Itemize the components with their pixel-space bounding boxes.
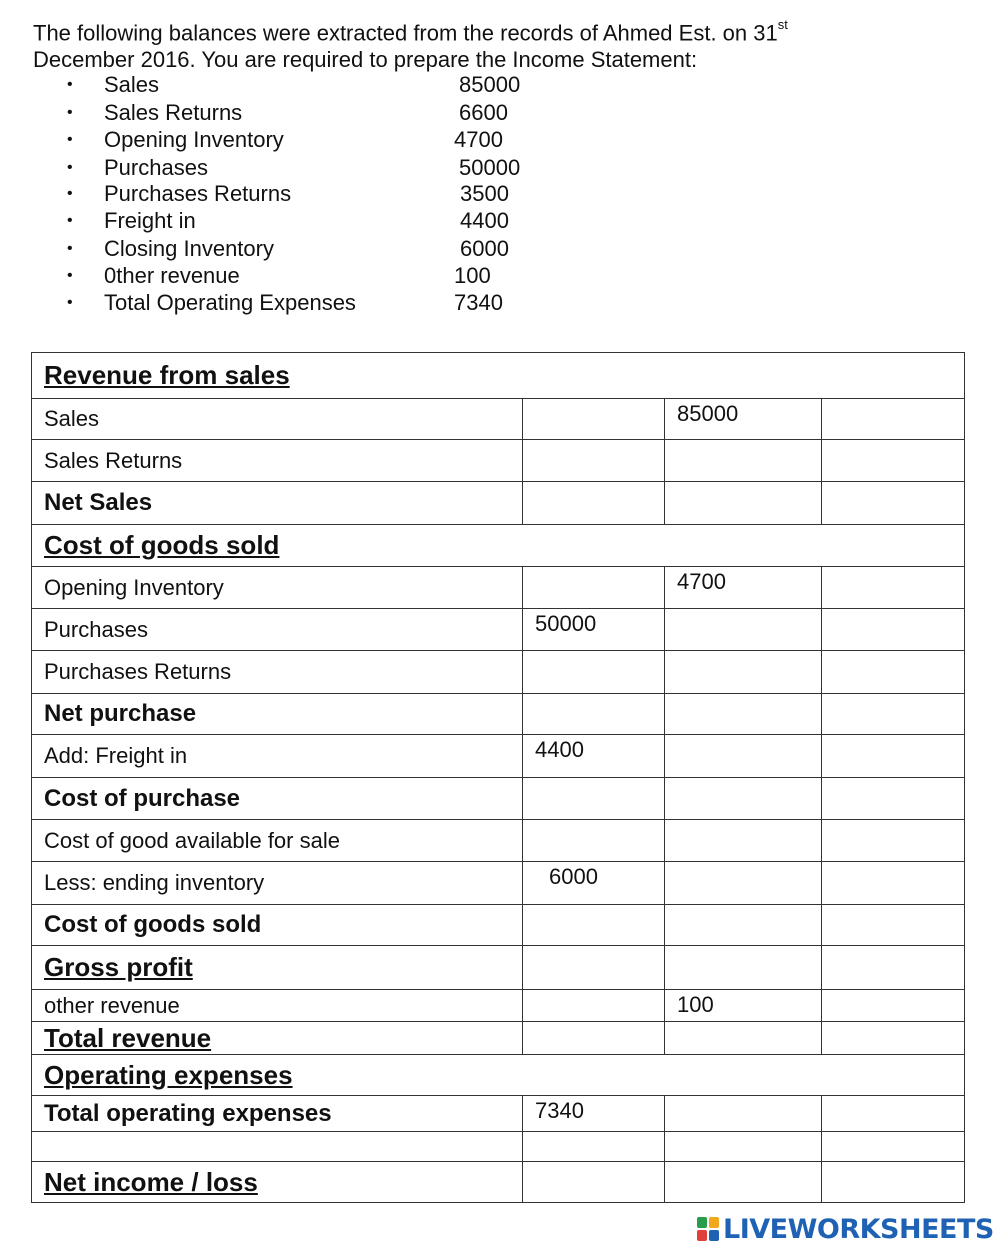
answer-cell[interactable]	[822, 694, 965, 735]
balance-value: 3500	[460, 181, 509, 206]
table-row	[32, 353, 965, 399]
answer-cell[interactable]	[523, 440, 665, 482]
row-label: Total operating expenses	[32, 1096, 523, 1132]
value-cell: 4700	[665, 567, 822, 609]
table-row	[32, 735, 965, 778]
answer-cell[interactable]	[665, 651, 822, 694]
table-row	[32, 1055, 965, 1096]
value-cell: 7340	[523, 1096, 665, 1132]
answer-cell[interactable]	[523, 778, 665, 820]
answer-cell[interactable]	[822, 1132, 965, 1162]
brand-name: LIVEWORKSHEETS	[723, 1213, 994, 1245]
balance-value: 50000	[459, 155, 521, 180]
answer-cell[interactable]	[822, 567, 965, 609]
row-label: Total revenue	[32, 1022, 523, 1055]
row-label: Gross profit	[32, 946, 523, 990]
liveworksheets-icon	[697, 1217, 719, 1241]
answer-cell[interactable]	[523, 399, 665, 440]
answer-cell[interactable]	[822, 1022, 965, 1055]
answer-cell[interactable]	[665, 862, 822, 905]
table-row	[32, 440, 965, 482]
revenue-from-sales-heading: Revenue from sales	[32, 353, 965, 399]
answer-cell[interactable]	[523, 1132, 665, 1162]
answer-cell[interactable]	[665, 482, 822, 525]
bullet: •	[67, 212, 73, 229]
value-cell: 85000	[665, 399, 822, 440]
table-row	[32, 946, 965, 990]
operating-expenses-heading: Operating expenses	[32, 1055, 965, 1096]
answer-cell[interactable]	[822, 651, 965, 694]
answer-cell[interactable]	[665, 735, 822, 778]
answer-cell[interactable]	[523, 946, 665, 990]
answer-cell[interactable]	[665, 820, 822, 862]
row-label: Less: ending inventory	[32, 862, 523, 905]
table-row	[32, 1022, 965, 1055]
instructions-line-2: December 2016. You are required to prepare the Income Statement:	[33, 47, 698, 73]
value-cell: 100	[665, 990, 822, 1022]
answer-cell[interactable]	[822, 820, 965, 862]
bullet: •	[67, 267, 73, 284]
answer-cell[interactable]	[523, 651, 665, 694]
answer-cell[interactable]	[32, 1132, 523, 1162]
answer-cell[interactable]	[523, 1162, 665, 1203]
answer-cell[interactable]	[665, 609, 822, 651]
balance-value: 7340	[454, 290, 503, 315]
balance-value: 85000	[459, 72, 521, 97]
bullet: •	[67, 185, 73, 202]
balance-value: 6000	[460, 236, 509, 261]
liveworksheets-logo	[697, 1214, 994, 1244]
bullet: •	[67, 294, 73, 311]
balance-value: 6600	[459, 100, 508, 125]
bullet: •	[67, 76, 73, 93]
table-row	[32, 1096, 965, 1132]
instructions-line-1: The following balances were extracted from the records of Ahmed Est. on 31	[33, 20, 778, 46]
answer-cell[interactable]	[665, 1022, 822, 1055]
answer-cell[interactable]	[665, 1162, 822, 1203]
ordinal-suffix: st	[777, 17, 788, 32]
answer-cell[interactable]	[822, 735, 965, 778]
answer-cell[interactable]	[822, 440, 965, 482]
bullet: •	[67, 240, 73, 257]
answer-cell[interactable]	[523, 482, 665, 525]
bullet: •	[67, 131, 73, 148]
balance-label: Purchases Returns	[104, 181, 292, 206]
balance-label: Total Operating Expenses	[104, 290, 356, 315]
balance-label: 0ther revenue	[104, 263, 240, 288]
answer-cell[interactable]	[665, 778, 822, 820]
table-row	[32, 651, 965, 694]
row-label: Purchases Returns	[32, 651, 523, 694]
balance-label: Purchases	[104, 155, 208, 180]
answer-cell[interactable]	[822, 1096, 965, 1132]
bullet: •	[67, 159, 73, 176]
answer-cell[interactable]	[523, 905, 665, 946]
answer-cell[interactable]	[665, 1132, 822, 1162]
balance-value: 4400	[460, 208, 509, 233]
table-row	[32, 1162, 965, 1203]
row-label: Cost of goods sold	[32, 905, 523, 946]
table-row	[32, 482, 965, 525]
table-row	[32, 399, 965, 440]
answer-cell[interactable]	[822, 399, 965, 440]
value-cell: 6000	[523, 862, 665, 905]
answer-cell[interactable]	[665, 946, 822, 990]
row-label: other revenue	[32, 990, 523, 1022]
row-label: Opening Inventory	[32, 567, 523, 609]
row-label: Purchases	[32, 609, 523, 651]
table-row	[32, 862, 965, 905]
balance-label: Closing Inventory	[104, 236, 274, 261]
row-label: Sales	[32, 399, 523, 440]
answer-cell[interactable]	[822, 1162, 965, 1203]
income-statement-table	[31, 352, 965, 1203]
table-row	[32, 778, 965, 820]
row-label: Net Sales	[32, 482, 523, 525]
balance-value: 4700	[454, 127, 503, 152]
answer-cell[interactable]	[822, 990, 965, 1022]
balance-label: Opening Inventory	[104, 127, 284, 152]
instructions	[33, 14, 973, 73]
balance-label: Sales	[104, 72, 160, 97]
answer-cell[interactable]	[822, 946, 965, 990]
cost-of-goods-sold-heading: Cost of goods sold	[32, 525, 965, 567]
bullet: •	[67, 104, 73, 121]
answer-cell[interactable]	[523, 990, 665, 1022]
answer-cell[interactable]	[665, 1096, 822, 1132]
answer-cell[interactable]	[665, 905, 822, 946]
table-row	[32, 694, 965, 735]
table-row	[32, 1132, 965, 1162]
answer-cell[interactable]	[523, 567, 665, 609]
row-label: Add: Freight in	[32, 735, 523, 778]
value-cell: 4400	[523, 735, 665, 778]
answer-cell[interactable]	[665, 440, 822, 482]
table-row	[32, 525, 965, 567]
answer-cell[interactable]	[665, 694, 822, 735]
row-label: Sales Returns	[32, 440, 523, 482]
answer-cell[interactable]	[822, 609, 965, 651]
answer-cell[interactable]	[822, 862, 965, 905]
row-label: Cost of purchase	[32, 778, 523, 820]
row-label: Net purchase	[32, 694, 523, 735]
balance-value: 100	[454, 263, 491, 288]
answer-cell[interactable]	[523, 694, 665, 735]
answer-cell[interactable]	[822, 482, 965, 525]
table-row	[32, 990, 965, 1022]
row-label: Cost of good available for sale	[32, 820, 523, 862]
balance-label: Sales Returns	[104, 100, 243, 125]
answer-cell[interactable]	[822, 905, 965, 946]
row-label: Net income / loss	[32, 1162, 523, 1203]
answer-cell[interactable]	[822, 778, 965, 820]
table-row	[32, 567, 965, 609]
value-cell: 50000	[523, 609, 665, 651]
table-row	[32, 820, 965, 862]
answer-cell[interactable]	[523, 1022, 665, 1055]
answer-cell[interactable]	[523, 820, 665, 862]
table-row	[32, 905, 965, 946]
table-row	[32, 609, 965, 651]
balance-label: Freight in	[104, 208, 196, 233]
